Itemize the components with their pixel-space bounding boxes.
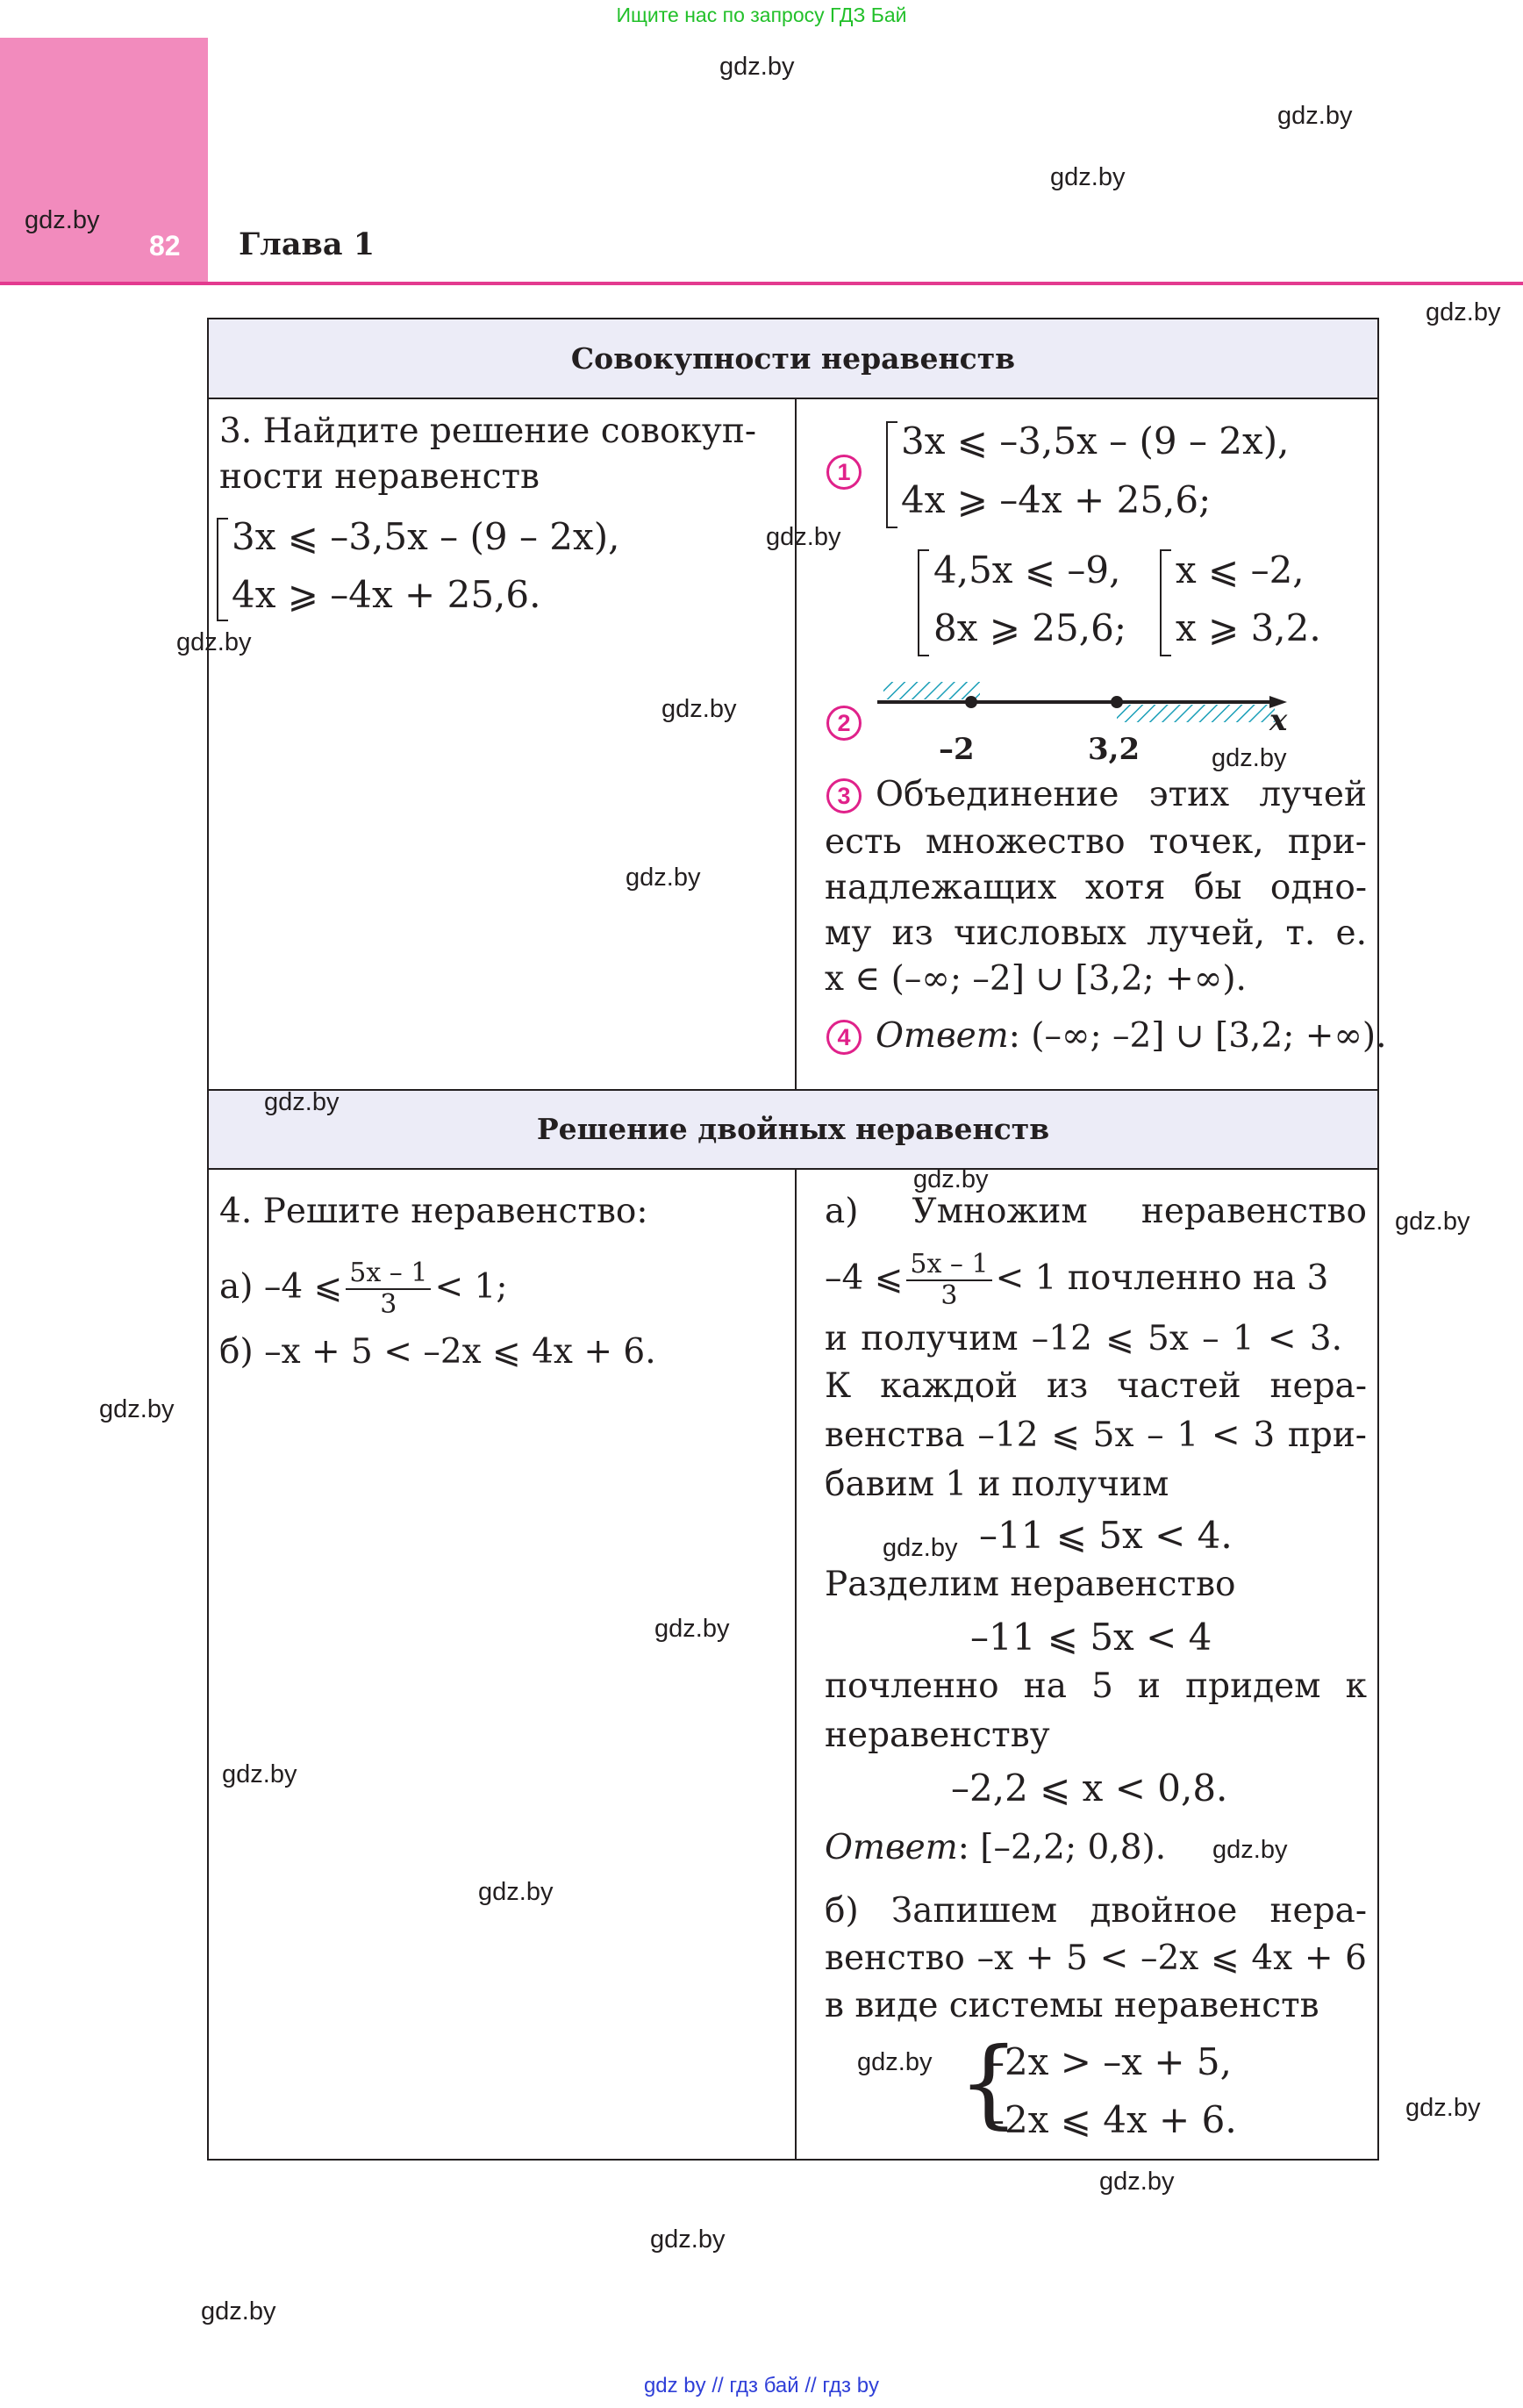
number-line [873,676,1294,737]
footer-links [0,2374,1523,2398]
sol4-answer [825,1825,1166,1871]
divider [209,1168,1377,1170]
watermark: gdz.by [1426,298,1501,326]
system-inequality-2: –2x ⩽ 4x + 6. [986,2098,1237,2141]
sol4-b-line2: венство –x + 5 < –2x ⩽ 4x + 6 [825,1939,1367,1978]
watermark: gdz.by [1050,163,1126,191]
axis-variable-label: x [1269,703,1288,738]
watermark: gdz.by [661,695,737,723]
step3-text-line1: Объединение этих лучей [876,775,1367,814]
watermark: gdz.by [857,2048,933,2076]
task4-part-b: б) –x + 5 < –2x ⩽ 4x + 6. [219,1332,656,1372]
point-label-minus-2: –2 [939,732,975,767]
watermark: gdz.by [1212,1836,1288,1864]
watermark: gdz.by [883,1534,958,1562]
section-title-double-inequalities: Решение двойных неравенств [209,1091,1377,1168]
sol4-line9: –11 ⩽ 5x < 4 [970,1616,1212,1659]
column-divider [795,399,797,1089]
sol4-line1: а) Умножим неравенство [825,1192,1367,1231]
task3-statement-line2: ности неравенств [219,457,540,497]
step-4-marker: 4 [826,1020,862,1055]
solution-inequality-6: x ⩾ 3,2. [1176,606,1321,649]
step3-text-line2: есть множество точек, при- [825,822,1367,862]
footer-separator: // [711,2374,724,2397]
watermark: gdz.by [222,1760,297,1788]
answer-value: : [–2,2; 0,8). [957,1828,1167,1867]
watermark: gdz.by [1212,744,1287,772]
sol4-line2: –4 ⩽ $\frac{5x - 1}{3}$ < 1 почленно на 3 [825,1249,1329,1311]
footer-separator: // [804,2374,817,2397]
sol4-line7: –11 ⩽ 5x < 4. [979,1514,1233,1557]
answer-label: Ответ [825,1828,958,1867]
divider [209,398,1377,399]
watermark: gdz.by [201,2297,276,2326]
header-rule [0,282,1523,285]
watermark: gdz.by [719,53,795,81]
fraction: $\frac{5x - 1}{3}$ [906,1250,991,1311]
shaded-ray-right [1117,705,1275,722]
sol4-line10: почленно на 5 и придем к [825,1666,1367,1706]
system-inequality-1: –2x > –x + 5, [986,2040,1232,2083]
sol4-line5: венства –12 ⩽ 5x – 1 < 3 при- [825,1415,1367,1455]
answer-value: : (–∞; –2] ∪ [3,2; +∞). [1008,1016,1387,1056]
watermark: gdz.by [176,628,252,656]
sol4-line3: и получим –12 ⩽ 5x – 1 < 3. [825,1319,1342,1358]
aggregate-bracket [217,518,228,621]
footer-link-1[interactable]: gdz by [643,2374,706,2397]
watermark: gdz.by [1395,1208,1470,1236]
task4-part-a: а) –4 ⩽ $\frac{5x - 1}{3}$ < 1; [219,1258,508,1320]
sol4-b-line3: в виде системы неравенств [825,1986,1319,2025]
point-minus-2 [965,696,977,708]
column-divider [795,1170,797,2159]
task3-inequality-1: 3x ⩽ –3,5x – (9 – 2x), [232,515,620,558]
step3-text-line3: надлежащих хотя бы одно- [825,868,1367,907]
watermark: gdz.by [1405,2094,1481,2122]
task4-statement: 4. Решите неравенство: [219,1192,648,1231]
solution-inequality-3: 4,5x ⩽ –9, [933,548,1121,591]
watermark: gdz.by [478,1878,554,1906]
watermark: gdz.by [650,2225,726,2254]
task3-statement-line1: 3. Найдите решение совокуп- [219,412,757,451]
watermark: gdz.by [1099,2168,1175,2196]
point-3-2 [1111,696,1123,708]
sol4-line8: Разделим неравенство [825,1565,1236,1604]
step3-text-line5: x ∈ (–∞; –2] ∪ [3,2; +∞). [825,959,1247,999]
fraction: $\frac{5x - 1}{3}$ [346,1258,431,1320]
watermark: gdz.by [766,523,841,551]
watermark: gdz.by [654,1615,730,1643]
watermark: gdz.by [913,1165,989,1193]
step3-text-line4: му из числовых лучей, т. е. [825,914,1367,953]
shaded-ray-left [883,682,980,699]
watermark: gdz.by [1277,102,1353,130]
solution-inequality-4: 8x ⩾ 25,6; [933,606,1126,649]
top-banner[interactable]: Ищите нас по запросу ГДЗ Бай [616,4,907,26]
aggregate-bracket [1160,549,1171,656]
watermark: gdz.by [626,864,701,892]
step-1-marker: 1 [826,455,862,490]
task3-inequality-2: 4x ⩾ –4x + 25,6. [232,573,541,616]
answer-line [876,1014,1387,1059]
sol4-line6: бавим 1 и получим [825,1465,1169,1504]
chapter-title: Глава 1 [239,226,375,262]
aggregate-bracket [918,549,929,656]
step-3-marker: 3 [826,778,862,813]
watermark: gdz.by [25,206,100,234]
sol4-line4: К каждой из частей нера- [825,1366,1367,1406]
page-number: 82 [149,230,181,262]
watermark: gdz.by [99,1395,175,1423]
step-2-marker: 2 [826,706,862,741]
sol4-b-line1: б) Запишем двойное нера- [825,1891,1367,1931]
solution-inequality-1: 3x ⩽ –3,5x – (9 – 2x), [901,419,1290,462]
aggregate-bracket [886,421,897,528]
sol4-line12: –2,2 ⩽ x < 0,8. [951,1767,1228,1810]
footer-link-3[interactable]: гдз by [822,2374,880,2397]
system-brace: { [958,2026,1019,2139]
sol4-line11: неравенству [825,1716,1050,1755]
answer-label: Ответ [876,1016,1009,1056]
solution-inequality-5: x ⩽ –2, [1176,548,1305,591]
section-title-aggregates: Совокупности неравенств [209,319,1377,398]
footer-link-2[interactable]: гдз бай [729,2374,799,2397]
watermark: gdz.by [264,1088,340,1116]
solution-inequality-2: 4x ⩾ –4x + 25,6; [901,478,1212,521]
point-label-3-2: 3,2 [1088,732,1140,767]
